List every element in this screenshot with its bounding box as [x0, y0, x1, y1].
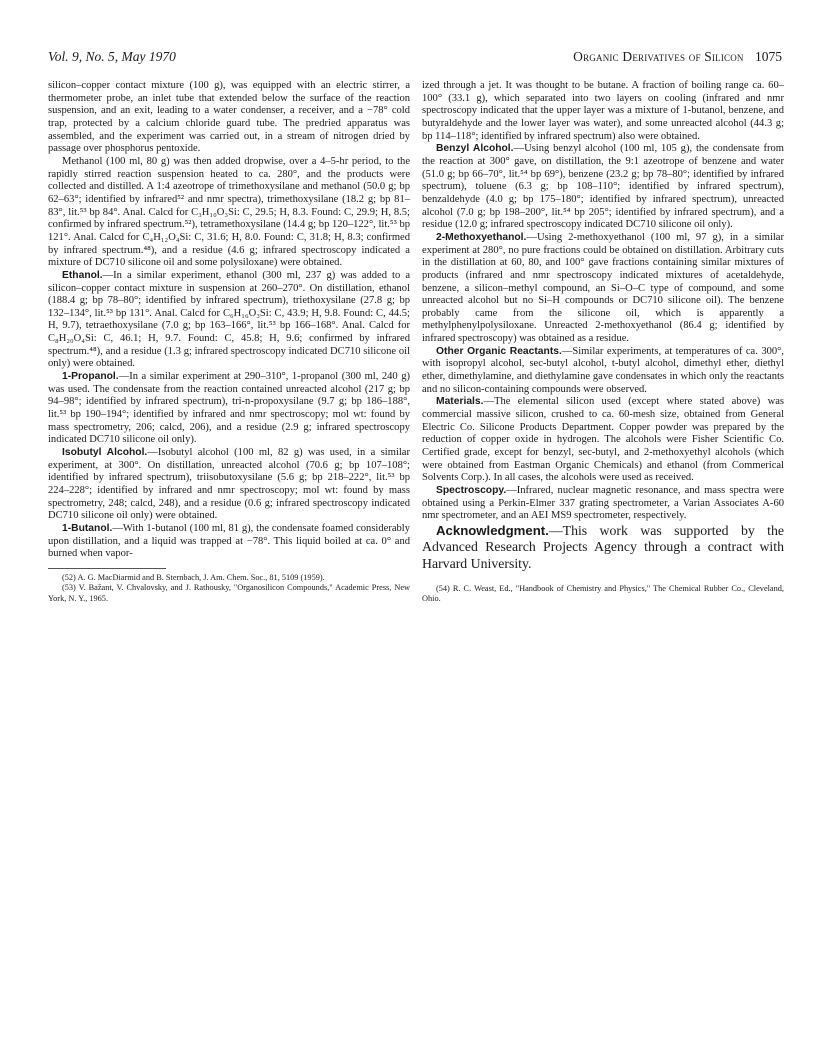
- header-right: [573, 48, 782, 66]
- footnote-52: (52) A. G. MacDiarmid and B. Sternbach, J. Am. Chem. Soc., 81, 5109 (1959).: [62, 572, 325, 582]
- paragraph-1-butanol: [48, 523, 410, 561]
- paragraph-1-butanol-continued: ized through a jet. It was thought to be butane. A fraction of boiling range ca. 60–100° (33.1 g), which separated into two layers on cooling (infrared and nmr spectroscopy indicated that the upper layer was a mixture of 1-butanol, benzene, and butyraldehyde and the lower layer was water), and some unreacted alcohol (44.3 g; bp 114–118°; identified by infrared spectrum) also were obtained.: [422, 80, 784, 142]
- paragraph-other-reactants: [422, 346, 784, 397]
- acknowledgment-text: —This work was supported by the Advanced Research Projects Agency through a contract with Harvard University.: [422, 522, 784, 571]
- run-in-heading: Isobutyl Alcohol.: [62, 447, 148, 459]
- run-in-heading: Materials.: [436, 396, 484, 408]
- acknowledgment: [422, 523, 784, 572]
- paragraph-text: —Similar experiments, at temperatures of ca. 300°, with isopropyl alcohol, sec-butyl alcohol, t-butyl alcohol, dimethyl ether, diethyl ether, dimethylamine, and diethylamine gave condensates in which only the reactants and no silicon-containing compounds were observed.: [422, 345, 784, 395]
- paragraph-materials: [422, 396, 784, 485]
- run-in-heading: Benzyl Alcohol.: [436, 143, 514, 155]
- paragraph-text: —With 1-butanol (100 ml, 81 g), the condensate foamed considerably upon distillation, and a liquid was trapped at −78°. This liquid boiled at ca. 0° and burned when vapor-: [48, 522, 410, 560]
- run-in-heading: 1-Propanol.: [62, 371, 119, 383]
- paragraph-text: —Infrared, nuclear magnetic resonance, and mass spectra were obtained using a Perkin-Elmer 337 grating spectrometer, a Varian Associates A-60 nmr spectrometer, and an AEI MS9 spectrometer, respectively.: [422, 485, 784, 522]
- run-in-heading: 1-Butanol.: [62, 522, 113, 534]
- run-in-heading: Spectroscopy.: [436, 485, 507, 496]
- page-number: 1075: [755, 49, 782, 64]
- paragraph-text: —The elemental silicon used (except where stated above) was commercial massive silicon, crushed to ca. 60-mesh size, obtained from General Electric Co. Silicone Products Department. Copper powder was prepared by the reduction of copper oxide in hydrogen. The alcohols were Fisher Scientific Co. Certified grade, except for benzyl, sec-butyl, and 2-methoxyethyl alcohols (which were obtained from Eastman Organic Chemicals) and ethanol (from Commerical Solvents Corp.). In all cases, the alcohols were used as received.: [422, 396, 784, 484]
- paragraph-methanol: Methanol (100 ml, 80 g) was then added dropwise, over a 4–5-hr period, to the rapidly stirred reaction suspension heated to ca. 280°, and the products were collected and distilled. A 1:4 azeotrope of trimethoxysilane and methanol (50.0 g; bp 62–63°; identified by infrared⁵² and nmr spectra), trimethoxysilane (18.2 g; bp 81–83°, lit.⁵³ bp 84°. Anal. Calcd for C₃H₁₀O₃Si: C, 29.5; H, 8.3. Found: C, 29.9; H, 8.5; confirmed by infrared spectrum.⁵²), tetramethoxysilane (14.4 g; bp 120–122°, lit.⁵³ bp 121°. Anal. Calcd for C₄H₁₂O₄Si: C, 31.6; H, 8.0. Found: C, 31.8; H, 8.3; confirmed by infrared spectrum.⁴⁸), and a residue (4.6 g; infrared spectroscopy indicated a mixture of DC710 silicone oil and some polysiloxane) were obtained.: [48, 155, 410, 269]
- running-title: Organic Derivatives of Silicon: [573, 49, 744, 64]
- footnote-53: (53) V. Bažant, V. Chvalovsky, and J. Rathousky, "Organosilicon Compounds," Academic Press, New York, N. Y., 1965.: [48, 583, 410, 603]
- volume-issue-date: Vol. 9, No. 5, May 1970: [48, 49, 176, 64]
- footnote-54: (54) R. C. Weast, Ed., "Handbook of Chemistry and Physics," The Chemical Rubber Co., Cleveland, Ohio.: [422, 584, 784, 604]
- paragraph-isobutyl-alcohol: [48, 447, 410, 523]
- right-column: [422, 80, 784, 605]
- run-in-heading: 2-Methoxyethanol.: [436, 231, 527, 243]
- paragraph-text: —Isobutyl alcohol (100 ml, 82 g) was used, in a similar experiment, at 300°. On distillation, unreacted alcohol (70.6 g; bp 107–108°; identified by infrared spectrum), triisobutoxysilane (5.6 g; bp 218–222°, lit.⁵³ bp 224–228°; identified by infrared and nmr spectroscopy; mol wt: found by mass spectrometry, 248; calcd, 248), and a residue (0.6 g; infrared spectroscopy indicated DC710 silicone oil only) were obtained.: [48, 447, 410, 522]
- paragraph-ethanol: [48, 270, 410, 371]
- footnote-divider: [48, 568, 166, 569]
- paragraph-text: —Using benzyl alcohol (100 ml, 105 g), the condensate from the reaction at 300° gave, on distillation, the 9:1 azeotrope of benzene and water (51.0 g; bp 66–70°, lit.⁵⁴ bp 69°), benzene (23.2 g; bp 78–80°; identified by infrared spectrum), toluene (6.3 g; bp 108–110°; identified by infrared spectrum), benzaldehyde (4.0 g; bp 175–180°; identified by infrared spectrum), unreacted alcohol (7.0 g; bp 198–200°, lit.⁵⁴ bp 205°; identified by infrared spectrum), and a residue (12.0 g; infrared spectroscopy indicated DC710 silicone oil only).: [422, 143, 784, 231]
- acknowledgment-heading: Acknowledgment.: [436, 522, 549, 538]
- run-in-heading: Ethanol.: [62, 269, 103, 281]
- run-in-heading: Other Organic Reactants.: [436, 345, 562, 357]
- paragraph-text: —In a similar experiment, ethanol (300 ml, 237 g) was added to a silicon–copper contact mixture in suspension at 260–270°. On distillation, ethanol (188.4 g; bp 78–80°; identified by infrared spectrum), triethoxysilane (27.8 g; bp 132–134°, lit.⁵³ bp 131°. Anal. Calcd for C₆H₁₆O₃Si: C, 43.9; H, 9.8. Found: C, 44.5; H, 9.7), tetraethoxysilane (7.0 g; bp 163–166°, lit.⁵³ bp 166–168°. Anal. Calcd for C₈H₂₀O₄Si: C, 46.1; H, 9.7. Found: C, 45.8; H, 9.6; confirmed by infrared spectrum.⁴⁸), and a residue (1.3 g; infrared spectroscopy indicated DC710 silicone oil only) were obtained.: [48, 269, 410, 370]
- paragraph-2-methoxyethanol: [422, 232, 784, 346]
- left-column: [48, 80, 410, 604]
- running-header: [48, 48, 782, 66]
- paragraph-apparatus: silicon–copper contact mixture (100 g), was equipped with an electric stirrer, a thermometer probe, an inlet tube that extended below the surface of the reaction suspension, and an exit, leading to a water condenser, a receiver, and a −78° cold trap, protected by a calcium chloride guard tube. The predried apparatus was assembled, and the experiment was carried out, in a stream of nitrogen dried by passage over phosphorus pentoxide.: [48, 80, 410, 155]
- paragraph-1-propanol: [48, 371, 410, 447]
- paragraph-text: —Using 2-methoxyethanol (100 ml, 97 g), in a similar experiment at 280°, no pure fractions could be obtained on distillation. Arbitrary cuts in the distillation at 60, 80, and 100° gave fractions containing similar mixtures of products (infrared and nmr spectroscopy indicated mixtures of acetaldehyde, benzene, a silicon–methyl compound, an Si–O–C type of compound, and some unreacted alcohol but no Si–H compounds or DC710 silicone oil). The benzene probably came from the silicone oil, which is apparently a methylphenylpolysiloxane. Unreacted 2-methoxyethanol (86.4 g; identified by infrared spectroscopy) was obtained as a residue.: [422, 231, 784, 345]
- paragraph-text: —In a similar experiment at 290–310°, 1-propanol (300 ml, 240 g) was used. The condensate from the reaction contained unreacted alcohol (217 g; bp 94–98°; identified by infrared spectrum), tri-n-propoxysilane (9.7 g; bp 186–188°, lit.⁵³ bp 190–194°; identified by infrared and nmr spectroscopy; mol wt: found by mass spectrometry, 206; calcd, 206), and a residue (2.9 g; infrared spectroscopy indicated DC710 silicone oil only).: [48, 371, 410, 446]
- paragraph-spectroscopy: [422, 485, 784, 523]
- paragraph-benzyl-alcohol: [422, 143, 784, 232]
